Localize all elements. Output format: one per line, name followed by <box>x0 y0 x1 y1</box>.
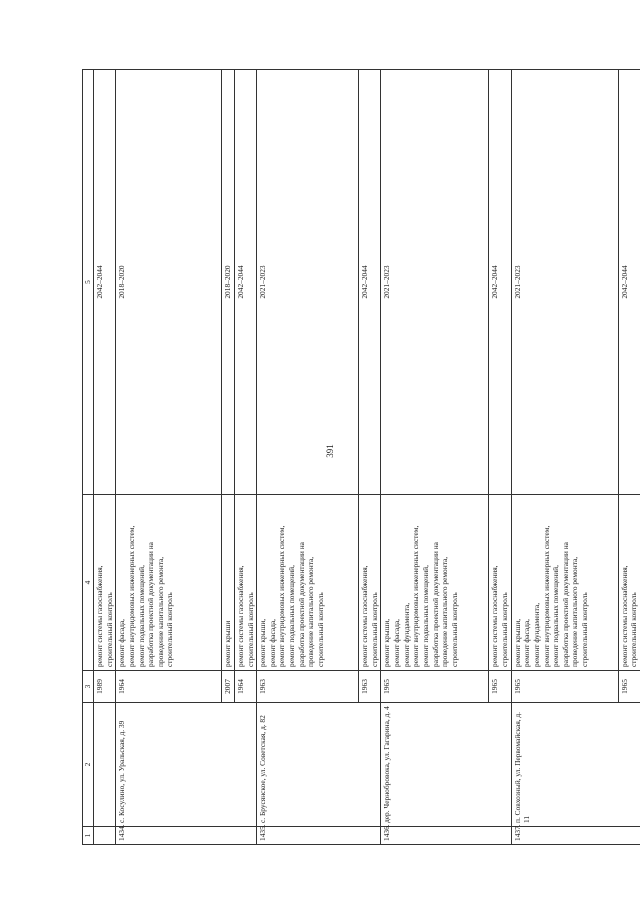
work-line: строительный контроль <box>500 592 509 667</box>
address-cell <box>94 703 116 827</box>
works-cell <box>489 495 511 671</box>
work-line: ремонт внутридомовых инженерных систем, <box>126 525 136 667</box>
header-col-5: 5 <box>83 70 94 495</box>
work-line: проведение капитального ремонта, <box>306 556 316 667</box>
work-line: строительный контроль <box>449 592 459 667</box>
work-line: строительный контроль <box>580 592 589 667</box>
work-line: ремонт крыши, <box>382 618 392 667</box>
work-line: разработка проектной документации на <box>560 542 570 667</box>
work-line: строительный контроль <box>315 592 325 667</box>
page-number: 391 <box>325 444 335 458</box>
work-line: строительный контроль <box>629 592 639 667</box>
row-number: 1434. <box>116 827 257 845</box>
year-cell: 1965 <box>618 671 640 703</box>
repair-schedule-table <box>82 69 640 845</box>
header-row <box>83 70 94 845</box>
work-line: ремонт крыши, <box>258 618 268 667</box>
year-cell: 1965 <box>489 671 511 703</box>
work-line: ремонт системы газоснабжения, <box>490 565 500 667</box>
period-cell: 2018–2020 <box>222 70 235 495</box>
period-cell: 2042–2044 <box>94 70 116 495</box>
year-cell: 1963 <box>359 671 381 703</box>
works-cell <box>359 495 381 671</box>
work-line: ремонт внутридомовых инженерных систем, <box>541 525 551 667</box>
works-cell <box>511 495 618 671</box>
work-line: ремонт подвальных помещений, <box>420 565 430 667</box>
period-cell: 2042–2044 <box>234 70 256 495</box>
address-cell: дер. Чернобровока, ул. Гагарина, д. 4 <box>381 703 511 827</box>
work-line: ремонт подвальных помещений, <box>136 565 146 667</box>
table-row <box>257 70 359 845</box>
header-col-2: 2 <box>83 703 94 827</box>
works-cell <box>222 495 235 671</box>
work-line: строительный контроль <box>369 592 379 667</box>
period-cell: 2021–2023 <box>511 70 618 495</box>
works-cell <box>234 495 256 671</box>
work-line: строительный контроль <box>104 592 114 667</box>
year-cell: 2007 <box>222 671 235 703</box>
work-line: проведение капитального ремонта, <box>440 556 450 667</box>
year-cell: 1965 <box>511 671 618 703</box>
work-line: ремонт системы газоснабжения, <box>95 565 104 667</box>
work-line: ремонт фасада, <box>522 619 532 667</box>
work-line: строительный контроль <box>165 592 175 667</box>
address-cell: п. Совхозный, ул. Первомайская, д. 11 <box>511 703 640 827</box>
work-line: ремонт системы газоснабжения, <box>360 565 370 667</box>
work-line: ремонт внутридомовых инженерных систем, <box>277 525 287 667</box>
work-line: ремонт системы газоснабжения, <box>235 565 245 667</box>
address-cell: с. Брусянское, ул. Советская, д. 82 <box>257 703 381 827</box>
row-number: 1436. <box>381 827 511 845</box>
works-cell <box>116 495 222 671</box>
work-line: ремонт крыши <box>223 620 233 667</box>
work-line: ремонт фундамента, <box>401 602 411 667</box>
row-number: 1435. <box>257 827 381 845</box>
work-line: проведение капитального ремонта, <box>570 556 580 667</box>
work-line: разработка проектной документации на <box>296 542 306 667</box>
header-col-4: 4 <box>83 495 94 671</box>
period-cell: 2018–2020 <box>116 70 222 495</box>
work-line: ремонт системы газоснабжения, <box>619 565 629 667</box>
work-line: проведение капитального ремонта, <box>155 556 165 667</box>
year-cell: 1964 <box>234 671 256 703</box>
table-row <box>381 70 489 845</box>
row-number: 1437. <box>511 827 640 845</box>
table-row <box>94 70 116 845</box>
work-line: строительный контроль <box>245 592 255 667</box>
address-cell: с. Косулино, ул. Уральская, д. 39 <box>116 703 257 827</box>
table-row <box>511 70 618 845</box>
works-cell <box>381 495 489 671</box>
period-cell: 2042–2044 <box>359 70 381 495</box>
table-row <box>116 70 222 845</box>
year-cell: 1964 <box>116 671 222 703</box>
work-line: ремонт фундамента, <box>531 602 541 667</box>
work-line: ремонт фасада, <box>117 619 127 667</box>
work-line: ремонт крыши, <box>512 618 522 667</box>
works-cell <box>257 495 359 671</box>
work-line: ремонт подвальных помещений, <box>551 565 561 667</box>
year-cell: 1965 <box>381 671 489 703</box>
header-col-1: 1 <box>83 827 94 845</box>
period-cell: 2021–2023 <box>381 70 489 495</box>
work-line: ремонт фасада, <box>267 619 277 667</box>
period-cell: 2042–2044 <box>618 70 640 495</box>
work-line: разработка проектной документации на <box>146 542 156 667</box>
works-cell <box>618 495 640 671</box>
period-cell: 2042–2044 <box>489 70 511 495</box>
works-cell <box>94 495 116 671</box>
period-cell: 2021–2023 <box>257 70 359 495</box>
work-line: ремонт внутридомовых инженерных систем, <box>411 525 421 667</box>
row-number <box>94 827 116 845</box>
header-col-3: 3 <box>83 671 94 703</box>
work-line: разработка проектной документации на <box>430 542 440 667</box>
year-cell: 1963 <box>257 671 359 703</box>
work-line: ремонт подвальных помещений, <box>287 565 296 667</box>
work-line: ремонт фасада, <box>392 619 401 667</box>
year-cell: 1989 <box>94 671 116 703</box>
